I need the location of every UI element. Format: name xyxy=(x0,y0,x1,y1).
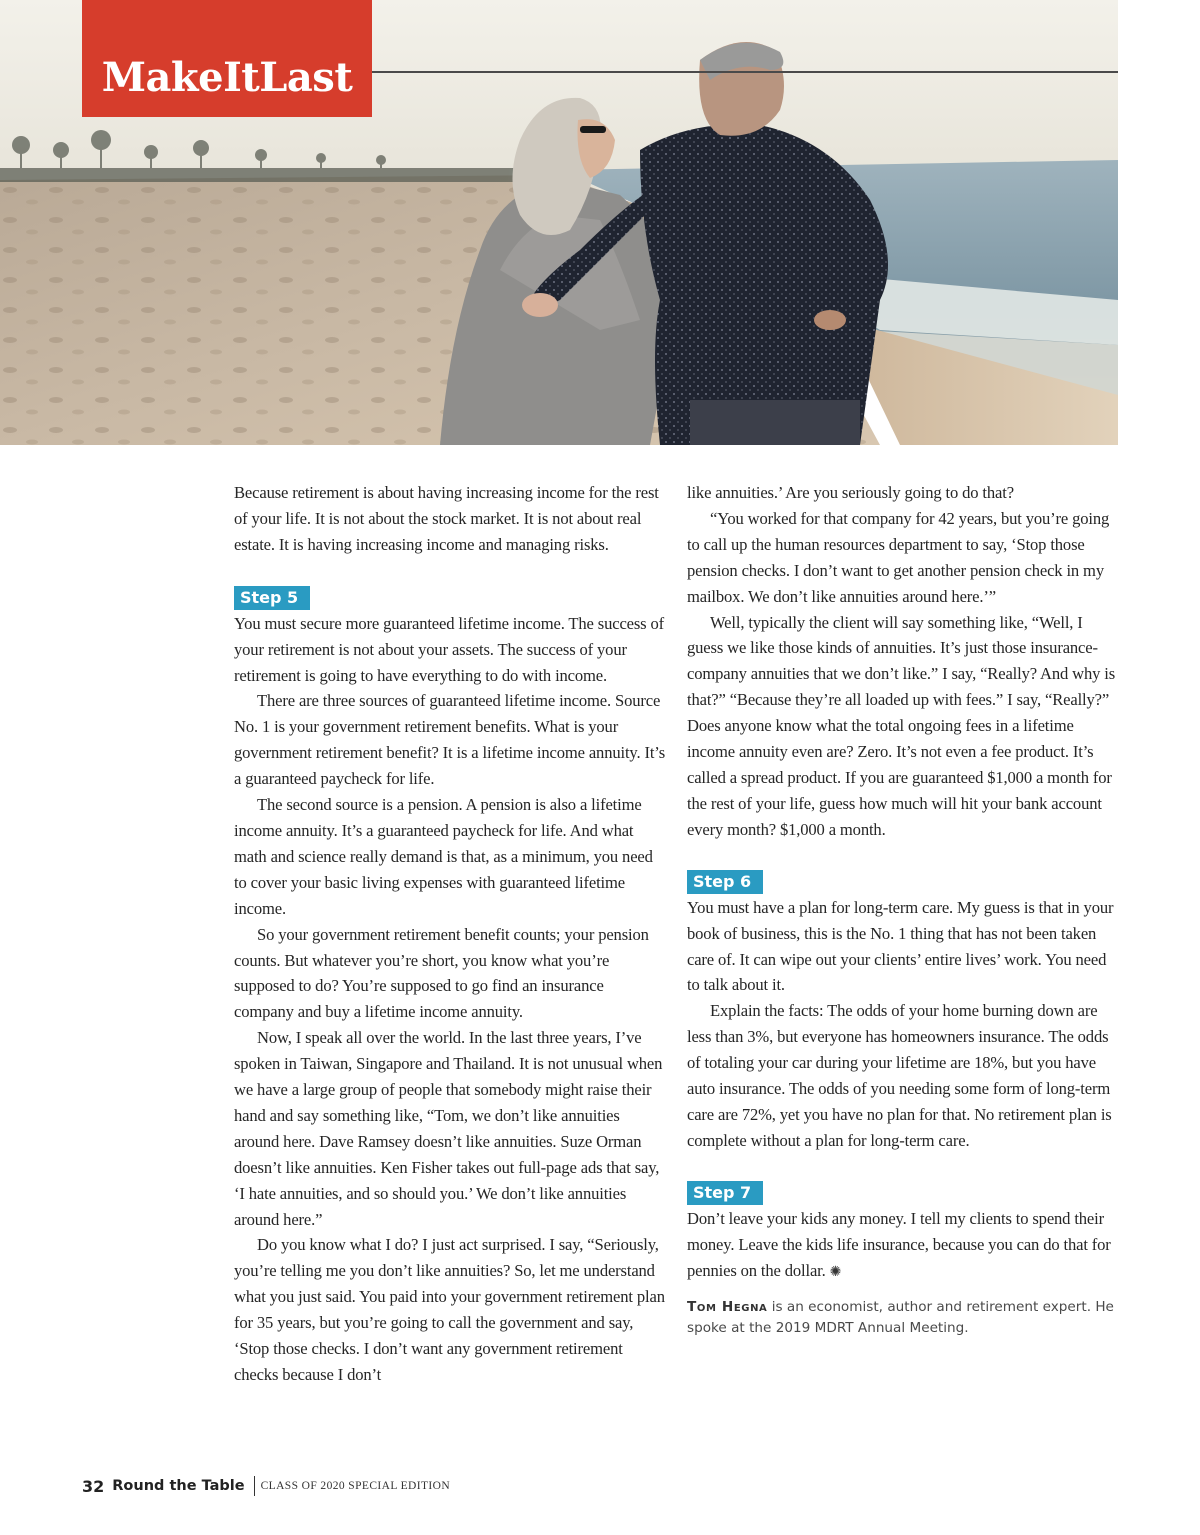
step-7-paragraph-1 xyxy=(687,1206,1119,1286)
section-brand-banner xyxy=(82,0,372,117)
article-column-right xyxy=(687,480,1119,1339)
step-7-badge: Step 7 xyxy=(687,1181,763,1205)
step-5-paragraph-3: The second source is a pension. A pension is also a lifetime income annuity. It’s a guaranteed paycheck for life. And what math and science really demand is that, as a minimum, you need to cover your basic living expenses with guaranteed lifetime income. xyxy=(234,795,653,918)
intro-paragraph: Because retirement is about having increasing income for the rest of your life. It is not about the stock market. It is not about real estate. It is having increasing income and managing risks. xyxy=(234,483,659,554)
step-5-paragraph-2: There are three sources of guaranteed lifetime income. Source No. 1 is your government retirement benefits. What is your government retirement benefit? It is a lifetime income annuity. It’s a guaranteed paycheck for life. xyxy=(234,691,666,789)
continued-paragraph-3: Well, typically the client will say something like, “Well, I guess we like those kinds of annuities. It’s just those insurance-company annuities that we don’t like.” I say, “Really? And why is that?” “Because they’re all loaded up with fees.” I say, “Really?” Does anyone know what the total ongoing fees in a lifetime income annuity even are? Zero. It’s not even a fee product. It’s called a spread product. If you are guaranteed $1,000 a month for the rest of your life, guess how much will hit your bank account every month? $1,000 a month. xyxy=(687,612,1116,839)
edition-label: CLASS OF 2020 SPECIAL EDITION xyxy=(260,1480,451,1492)
step-6-paragraph-2: Explain the facts: The odds of your home burning down are less than 3%, but everyone has homeowners insurance. The odds of totaling your car during your lifetime are 18%, but you have auto insurance. The odds of you needing some form of long-term care are 72%, yet you have no plan for that. No retirement plan is complete without a plan for long-term care. xyxy=(687,1001,1112,1150)
page-footer xyxy=(82,1474,450,1498)
step-5-paragraph-6: Do you know what I do? I just act surprised. I say, “Seriously, you’re telling me you don’t like annuities? So, let me understand what you just said. You paid into your government retirement plan for 35 years, but you’re going to call the government and say, ‘Stop those checks. I don’t want any government retirement checks because I don’t xyxy=(234,1235,665,1384)
step-5-badge: Step 5 xyxy=(234,586,310,610)
author-bio-text: is an economist, author and retirement expert. He spoke at the 2019 MDRT Annual Meeting. xyxy=(687,1299,1114,1337)
author-name: Tom Hegna xyxy=(687,1299,768,1316)
page-number: 32 xyxy=(82,1476,105,1496)
step-5-paragraph-5: Now, I speak all over the world. In the last three years, I’ve spoken in Taiwan, Singapore and Thailand. It is not unusual when we have a large group of people that somebody might raise their hand and say something like, “Tom, we don’t like annuities around here. Dave Ramsey doesn’t like annuities. Suze Orman doesn’t like annuities. Ken Fisher takes out full-page ads that say, ‘I hate annuities, and so should you.’ We don’t like annuities around here.” xyxy=(234,1028,663,1229)
continued-paragraph-1: like annuities.’ Are you seriously going to do that? xyxy=(687,483,1014,502)
article-column-left xyxy=(234,480,666,1388)
magazine-title: Round the Table xyxy=(112,1478,245,1494)
step-5-paragraph-1: You must secure more guaranteed lifetime income. The success of your retirement is not about your assets. The success of your retirement is going to have everything to do with income. xyxy=(234,613,665,685)
header-rule xyxy=(372,71,1118,73)
footer-divider xyxy=(254,1476,255,1496)
end-of-article-icon: ✺ xyxy=(829,1263,842,1280)
section-brand-title: MakeItLast xyxy=(101,54,353,101)
author-bio xyxy=(687,1297,1119,1339)
step-6-badge: Step 6 xyxy=(687,870,763,894)
step-7-text: Don’t leave your kids any money. I tell my clients to spend their money. Leave the kids life insurance, because you can do that for pennies on the dollar. xyxy=(687,1208,1111,1280)
step-5-paragraph-4: So your government retirement benefit counts; your pension counts. But whatever you’re short, you know what you’re supposed to do? You’re supposed to go find an insurance company and buy a lifetime income annuity. xyxy=(234,924,649,1022)
continued-paragraph-2: “You worked for that company for 42 years, but you’re going to call up the human resources department to say, ‘Stop those pension checks. I don’t want to get another pension check in my mailbox. We don’t like annuities around here.’” xyxy=(687,508,1110,606)
step-6-paragraph-1: You must have a plan for long-term care. My guess is that in your book of business, this is the No. 1 thing that has not been taken care of. It can wipe out your clients’ entire lives’ work. You need to talk about it. xyxy=(687,897,1114,995)
